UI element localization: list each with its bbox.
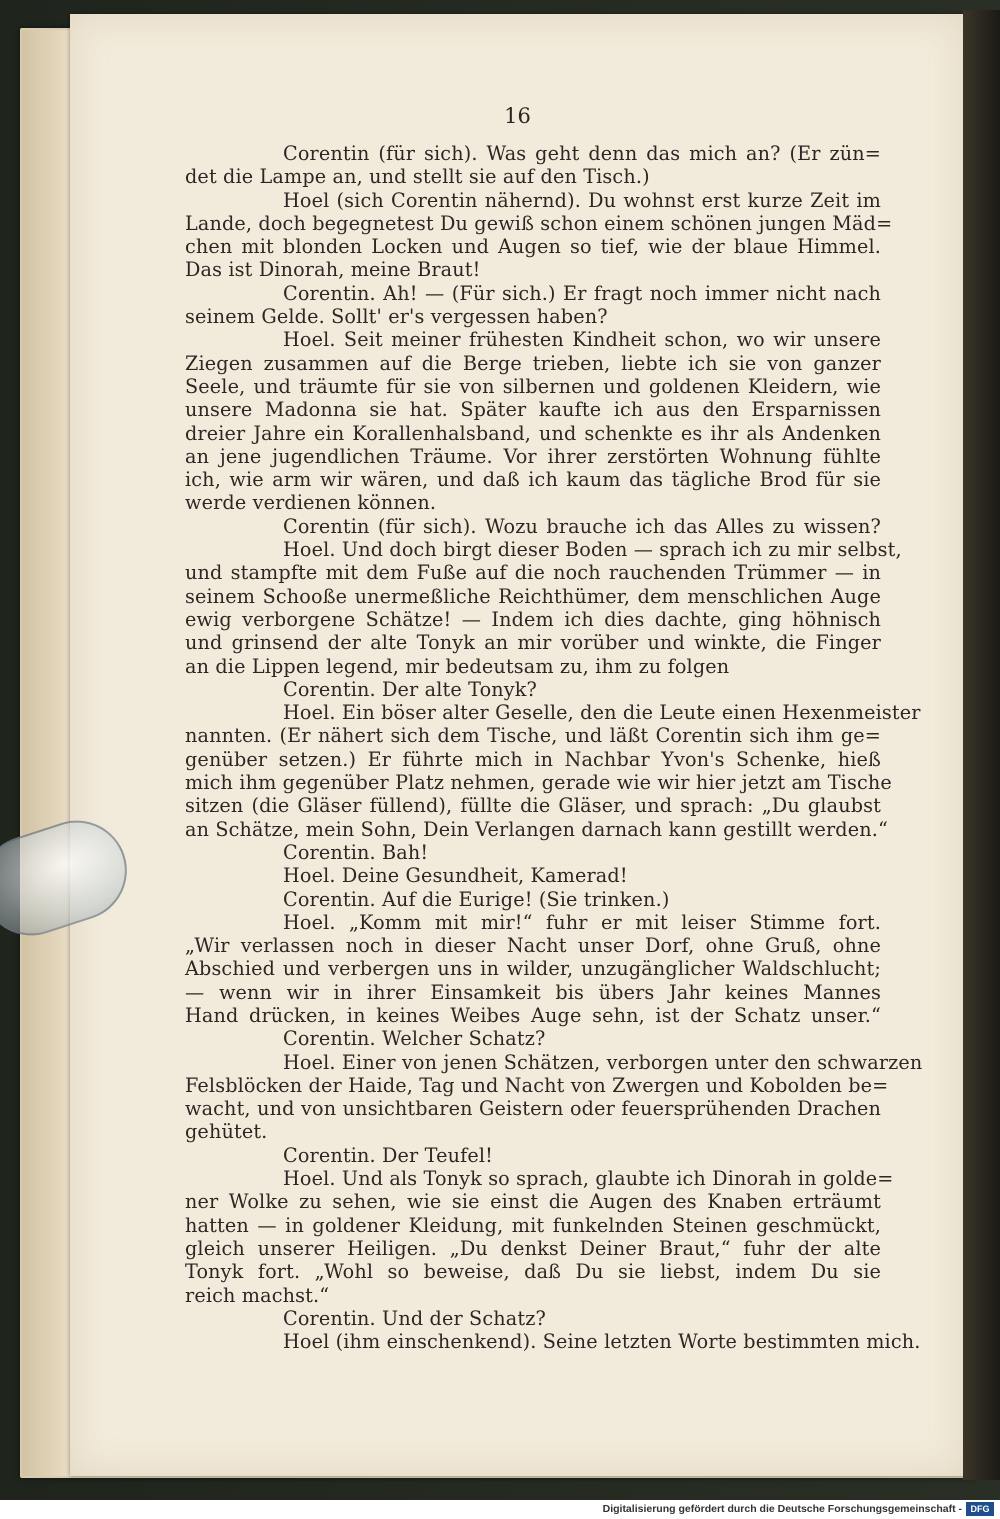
text-line: Corentin (für sich). Was geht denn das mich an? (Er zün= — [283, 142, 881, 165]
text-line: det die Lampe an, und stellt sie auf den Tisch.) — [185, 165, 650, 189]
text-line: Lande, doch begegnetest Du gewiß schon einem schönen jungen Mäd= — [185, 211, 893, 235]
text-line: an die Lippen legend, mir bedeutsam zu, ihm zu folgen — [185, 654, 730, 678]
funding-credit: Digitalisierung gefördert durch die Deutsche Forschungsgemeinschaft - — [602, 1503, 962, 1515]
text-line: chen mit blonden Locken und Augen so tief, wie der blaue Himmel. — [185, 235, 881, 259]
text-line: seinem Schooße unermeßliche Reichthümer, dem menschlichen Auge — [185, 584, 881, 608]
text-line: Corentin (für sich). Wozu brauche ich das Alles zu wissen? — [283, 514, 881, 538]
text-line: Das ist Dinorah, meine Braut! — [185, 258, 481, 282]
text-line: Corentin. Und der Schatz? — [283, 1306, 546, 1330]
text-line: ner Wolke zu sehen, wie sie einst die Augen des Knaben erträumt — [185, 1190, 881, 1214]
text-line: sitzen (die Gläser füllend), füllte die Gläser, und sprach: „Du glaubst — [185, 794, 881, 818]
footer-bar — [0, 1500, 1000, 1519]
text-line: Tonyk fort. „Wohl so beweise, daß Du sie liebst, indem Du sie — [185, 1260, 881, 1284]
text-line: ewig verborgene Schätze! — Indem ich dies dachte, ging höhnisch — [185, 607, 881, 631]
text-line: hatten — in goldener Kleidung, mit funkelnden Steinen geschmückt, — [185, 1213, 881, 1237]
text-line: nannten. (Er nähert sich dem Tische, und läßt Corentin sich ihm ge= — [185, 724, 881, 748]
page-text — [185, 142, 923, 1354]
text-line: „Wir verlassen noch in dieser Nacht unser Dorf, ohne Gruß, ohne — [185, 934, 881, 958]
text-line: Hoel. „Komm mit mir!“ fuhr er mit leiser Stimme fort. — [283, 910, 881, 934]
text-line: Corentin. Auf die Eurige! (Sie trinken.) — [283, 887, 670, 911]
text-line: Abschied und verbergen uns in wilder, unzugänglicher Waldschlucht; — [185, 957, 881, 981]
text-line: Hoel. Und als Tonyk so sprach, glaubte ich Dinorah in golde= — [283, 1167, 894, 1191]
text-line: und grinsend der alte Tonyk an mir vorüber und winkte, die Finger — [185, 631, 881, 655]
text-line: Hoel (ihm einschenkend). Seine letzten Worte bestimmten mich. — [283, 1330, 921, 1354]
text-line: und stampfte mit dem Fuße auf die noch rauchenden Trümmer — in — [185, 561, 881, 585]
text-line: dreier Jahre ein Korallenhalsband, und schenkte es ihr als Andenken — [185, 421, 881, 445]
page-edge-shadow — [963, 10, 1000, 1480]
text-line: Seele, und träumte für sie von silbernen und goldenen Kleidern, wie — [185, 374, 881, 398]
text-line: Corentin. Ah! — (Für sich.) Er fragt noch immer nicht nach — [283, 281, 881, 305]
text-line: Hoel. Und doch birgt dieser Boden — sprach ich zu mir selbst, — [283, 538, 902, 562]
text-line: reich machst.“ — [185, 1283, 330, 1307]
text-line: Hoel. Ein böser alter Geselle, den die Leute einen Hexenmeister — [283, 701, 921, 725]
text-line: Hoel (sich Corentin nähernd). Du wohnst erst kurze Zeit im — [283, 188, 881, 212]
text-line: gehütet. — [185, 1120, 268, 1144]
text-line: an Schätze, mein Sohn, Dein Verlangen darnach kann gestillt werden.“ — [185, 817, 888, 841]
text-line: Hoel. Einer von jenen Schätzen, verborgen unter den schwarzen — [283, 1050, 923, 1074]
text-line: Hoel. Seit meiner frühesten Kindheit schon, wo wir unsere — [283, 328, 881, 352]
text-line: ich, wie arm wir wären, und daß ich kaum das tägliche Brod für sie — [185, 468, 881, 492]
text-line: Corentin. Welcher Schatz? — [283, 1027, 546, 1051]
text-line: mich ihm gegenüber Platz nehmen, gerade wie wir hier jetzt am Tische — [185, 771, 892, 795]
text-line: Corentin. Der Teufel! — [283, 1143, 494, 1167]
text-line: genüber setzen.) Er führte mich in Nachbar Yvon's Schenke, hieß — [185, 747, 881, 771]
text-line: wacht, und von unsichtbaren Geistern oder feuersprühenden Drachen — [185, 1097, 881, 1121]
text-line: Hoel. Deine Gesundheit, Kamerad! — [283, 864, 628, 888]
text-line: — wenn wir in ihrer Einsamkeit bis übers Jahr keines Mannes — [185, 980, 881, 1004]
text-line: an jene jugendlichen Träume. Vor ihrer zerstörten Wohnung fühlte — [185, 444, 881, 468]
text-line: werde verdienen können. — [185, 491, 437, 515]
text-line: unsere Madonna sie hat. Später kaufte ich aus den Ersparnissen — [185, 398, 881, 422]
text-line: Corentin. Bah! — [283, 840, 429, 864]
text-line: seinem Gelde. Sollt' er's vergessen haben? — [185, 305, 608, 329]
text-line: Corentin. Der alte Tonyk? — [283, 677, 537, 701]
text-line: Ziegen zusammen auf die Berge trieben, liebte ich sie von ganzer — [185, 351, 881, 375]
page-number: 16 — [504, 104, 531, 128]
text-line: gleich unserer Heiligen. „Du denkst Deiner Braut,“ fuhr der alte — [185, 1236, 881, 1260]
text-line: Felsblöcken der Haide, Tag und Nacht von Zwergen und Kobolden be= — [185, 1073, 889, 1097]
book-spine-edge — [22, 30, 70, 1476]
text-line: Hand drücken, in keines Weibes Auge sehn, ist der Schatz unser.“ — [185, 1003, 881, 1027]
dfg-logo-icon: DFG — [966, 1502, 994, 1516]
